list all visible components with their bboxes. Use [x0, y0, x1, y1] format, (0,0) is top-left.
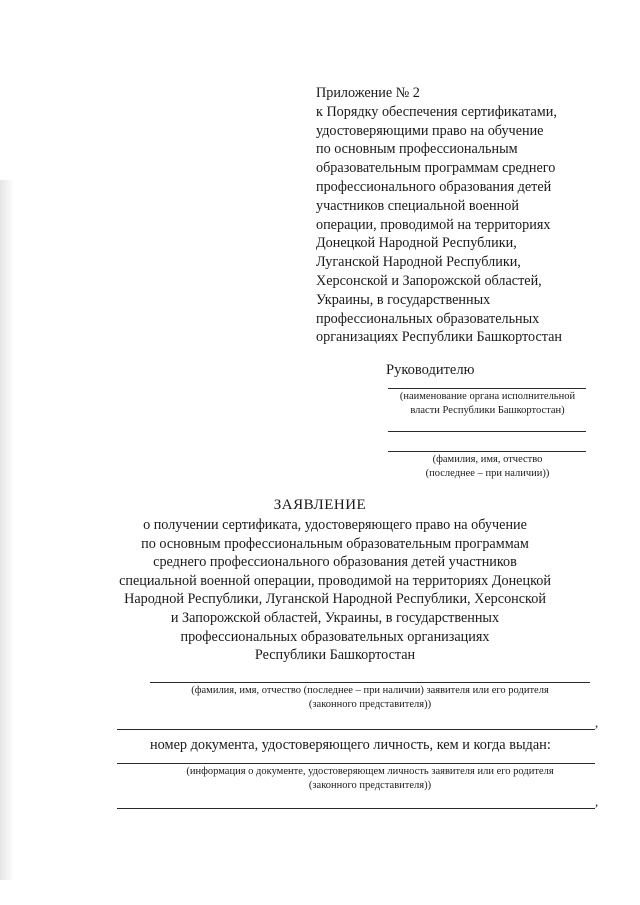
caption-line: (информация о документе, удостоверяющем личность заявителя или его родителя [186, 766, 554, 777]
body-line: специальной военной операции, проводимой на территориях Донецкой [119, 572, 551, 589]
body-line: профессиональных образовательных организациях [180, 628, 490, 645]
authority-name-line-2[interactable] [388, 431, 586, 432]
appendix-line: к Порядку обеспечения сертификатами, [316, 103, 557, 120]
appendix-line: профессионального образования детей [316, 178, 552, 195]
body-line: среднего профессионального образования детей участников [153, 554, 517, 571]
appendix-line: по основным профессиональным [316, 141, 518, 158]
appendix-line: Донецкой Народной Республики, [316, 235, 517, 252]
document-info-line[interactable] [117, 763, 595, 764]
caption-line: (фамилия, имя, отчество [432, 454, 543, 465]
appendix-line: профессиональных образовательных [316, 310, 540, 327]
caption-line: (законного представителя)) [308, 780, 432, 791]
field-comma: , [595, 715, 599, 730]
caption-line: (законного представителя)) [308, 699, 432, 710]
authority-caption [380, 390, 595, 418]
appendix-line: операции, проводимой на территориях [316, 216, 551, 233]
statement-body [100, 516, 570, 665]
body-line: по основным профессиональным образовательным программам [141, 535, 529, 552]
scan-edge-shadow [0, 180, 14, 880]
body-line: Республики Башкортостан [254, 647, 416, 664]
field-comma-2: , [595, 794, 599, 809]
appendix-line: образовательным программам среднего [316, 160, 556, 177]
appendix-line: участников специальной военной [316, 197, 519, 214]
authority-name-line[interactable] [388, 388, 586, 389]
body-line: Народной Республики, Луганской Народной Республики, Херсонской [124, 591, 546, 608]
document-caption [110, 765, 630, 793]
appendix-line: Украины, в государственных [316, 291, 491, 308]
addressee-title: Руководителю [386, 362, 475, 378]
appendix-line: удостоверяющими право на обучение [316, 122, 544, 139]
appendix-line: Приложение № 2 [316, 85, 420, 101]
head-name-line[interactable] [388, 451, 586, 452]
caption-line: (наименование органа исполнительной [399, 391, 576, 402]
applicant-name-line[interactable] [150, 682, 590, 683]
appendix-line: Луганской Народной Республики, [316, 254, 521, 271]
document-label: номер документа, удостоверяющего личность, кем и когда выдан: [150, 737, 551, 753]
appendix-header [316, 84, 616, 347]
appendix-line: Херсонской и Запорожской областей, [316, 272, 542, 289]
document-info-line-2[interactable] [117, 808, 595, 809]
caption-line: (фамилия, имя, отчество (последнее – при наличии) заявителя или его родителя [191, 685, 549, 696]
caption-line: (последнее – при наличии)) [425, 468, 550, 479]
statement-title: ЗАЯВЛЕНИЕ [273, 497, 367, 513]
caption-line: власти Республики Башкортостан) [410, 405, 565, 416]
body-line: о получении сертификата, удостоверяющего право на обучение [143, 517, 527, 533]
applicant-name-caption [110, 684, 630, 712]
head-name-caption [380, 453, 595, 481]
body-line: и Запорожской областей, Украины, в государственных [170, 609, 500, 626]
applicant-name-line-2[interactable] [117, 729, 595, 730]
appendix-line: организациях Республики Башкортостан [316, 329, 563, 346]
